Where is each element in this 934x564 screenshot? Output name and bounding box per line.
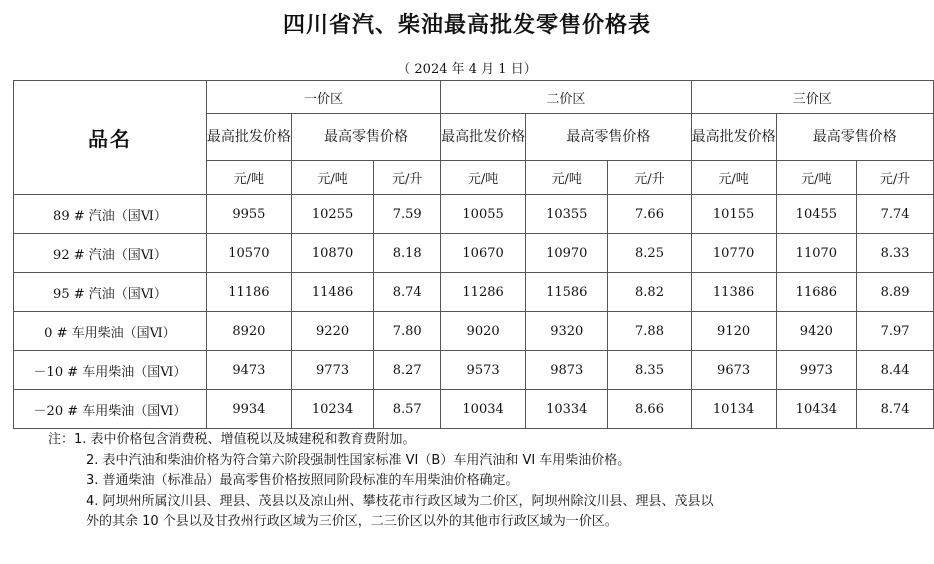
- product-name-cell: 0 # 车用柴油（国Ⅵ）: [14, 312, 207, 351]
- table-row: [14, 312, 934, 351]
- price-cell: 10455: [776, 195, 857, 234]
- product-name-cell: －10 # 车用柴油（国Ⅵ）: [14, 351, 207, 390]
- wholesale-header: 最高批发价格: [441, 114, 526, 161]
- price-cell: 8.44: [857, 351, 934, 390]
- price-cell: 11486: [291, 273, 373, 312]
- unit-header: 元/吨: [691, 161, 776, 195]
- price-cell: 10970: [526, 234, 608, 273]
- price-cell: 10870: [291, 234, 373, 273]
- note-line-3: [48, 471, 928, 492]
- price-cell: 9673: [691, 351, 776, 390]
- price-cell: 10770: [691, 234, 776, 273]
- price-cell: 10134: [691, 390, 776, 429]
- price-cell: 8.35: [608, 351, 691, 390]
- price-cell: 10155: [691, 195, 776, 234]
- price-cell: 8.33: [857, 234, 934, 273]
- price-cell: 7.80: [374, 312, 441, 351]
- unit-header: 元/吨: [291, 161, 373, 195]
- note-line-1: [48, 430, 928, 451]
- note-item: 外的其余 10 个县以及甘孜州行政区域为三价区，二三价区以外的其他市行政区域为一价区。: [86, 514, 618, 529]
- product-name-cell: 89 # 汽油（国Ⅵ）: [14, 195, 207, 234]
- price-cell: 9973: [776, 351, 857, 390]
- note-item: 2. 表中汽油和柴油价格为符合第六阶段强制性国家标准 VI（B）车用汽油和 VI 车用柴油价格。: [86, 452, 631, 468]
- price-cell: 8.74: [857, 390, 934, 429]
- price-cell: 8.27: [374, 351, 441, 390]
- price-cell: 8.18: [374, 234, 441, 273]
- price-cell: 7.59: [374, 195, 441, 234]
- unit-header: 元/升: [608, 161, 691, 195]
- price-cell: 7.88: [608, 312, 691, 351]
- product-header: 品名: [14, 81, 207, 195]
- zone-header: 二价区: [441, 81, 692, 114]
- price-cell: 9773: [291, 351, 373, 390]
- unit-header: 元/吨: [441, 161, 526, 195]
- price-cell: 8920: [206, 312, 291, 351]
- wholesale-header: 最高批发价格: [691, 114, 776, 161]
- price-cell: 10355: [526, 195, 608, 234]
- price-cell: 9473: [206, 351, 291, 390]
- note-item: 1. 表中价格包含消费税、增值税以及城建税和教育费附加。: [74, 432, 416, 447]
- unit-header: 元/吨: [526, 161, 608, 195]
- price-cell: 9420: [776, 312, 857, 351]
- unit-header: 元/吨: [776, 161, 857, 195]
- price-cell: 9934: [206, 390, 291, 429]
- price-cell: 10234: [291, 390, 373, 429]
- wholesale-header: 最高批发价格: [206, 114, 291, 161]
- price-cell: 8.74: [374, 273, 441, 312]
- price-cell: 7.97: [857, 312, 934, 351]
- price-cell: 7.66: [608, 195, 691, 234]
- price-cell: 11586: [526, 273, 608, 312]
- note-item: 4. 阿坝州所属汶川县、理县、茂县以及凉山州、攀枝花市行政区域为二价区，阿坝州除汶川县、理县、茂县以: [86, 493, 714, 509]
- price-cell: 10570: [206, 234, 291, 273]
- table-row: [14, 390, 934, 429]
- price-cell: 8.25: [608, 234, 691, 273]
- product-name-cell: 92 # 汽油（国Ⅵ）: [14, 234, 207, 273]
- price-cell: 8.82: [608, 273, 691, 312]
- table-row: [14, 273, 934, 312]
- price-cell: 11286: [441, 273, 526, 312]
- price-cell: 10255: [291, 195, 373, 234]
- price-cell: 11386: [691, 273, 776, 312]
- price-cell: 11070: [776, 234, 857, 273]
- price-cell: 9220: [291, 312, 373, 351]
- unit-header: 元/吨: [206, 161, 291, 195]
- zone-header: 一价区: [206, 81, 440, 114]
- price-cell: 9020: [441, 312, 526, 351]
- note-line-5: [48, 512, 928, 533]
- table-row: [14, 234, 934, 273]
- price-cell: 11186: [206, 273, 291, 312]
- price-cell: 7.74: [857, 195, 934, 234]
- price-cell: 9873: [526, 351, 608, 390]
- retail-header: 最高零售价格: [291, 114, 440, 161]
- notes: [48, 430, 928, 533]
- table-row: [14, 195, 934, 234]
- retail-header: 最高零售价格: [526, 114, 692, 161]
- product-name-cell: 95 # 汽油（国Ⅵ）: [14, 273, 207, 312]
- price-cell: 8.89: [857, 273, 934, 312]
- price-cell: 9573: [441, 351, 526, 390]
- price-cell: 10670: [441, 234, 526, 273]
- note-item: 3. 普通柴油（标准品）最高零售价格按照同阶段标准的车用柴油价格确定。: [86, 473, 519, 488]
- header-row-zones: [14, 81, 934, 114]
- unit-header: 元/升: [374, 161, 441, 195]
- date-line: （ 2024 年 4 月 1 日）: [397, 62, 537, 77]
- notes-prefix: 注：: [48, 432, 75, 447]
- note-line-4: [48, 492, 928, 513]
- page-title: 四川省汽、柴油最高批发零售价格表: [282, 13, 651, 38]
- price-cell: 10434: [776, 390, 857, 429]
- note-line-2: [48, 451, 928, 472]
- price-cell: 10334: [526, 390, 608, 429]
- table-row: [14, 351, 934, 390]
- price-cell: 10055: [441, 195, 526, 234]
- price-cell: 9955: [206, 195, 291, 234]
- price-cell: 8.57: [374, 390, 441, 429]
- zone-header: 三价区: [691, 81, 933, 114]
- price-table: [13, 80, 934, 429]
- price-cell: 10034: [441, 390, 526, 429]
- product-name-cell: －20 # 车用柴油（国Ⅵ）: [14, 390, 207, 429]
- price-cell: 9120: [691, 312, 776, 351]
- price-cell: 9320: [526, 312, 608, 351]
- retail-header: 最高零售价格: [776, 114, 933, 161]
- price-cell: 8.66: [608, 390, 691, 429]
- unit-header: 元/升: [857, 161, 934, 195]
- price-cell: 11686: [776, 273, 857, 312]
